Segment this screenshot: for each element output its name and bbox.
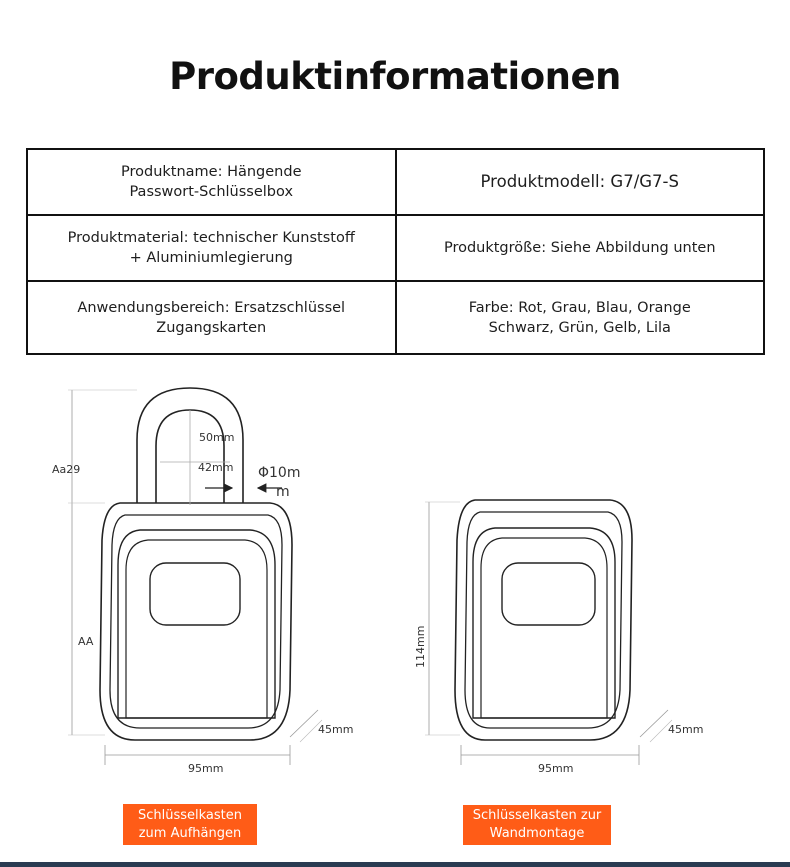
right-height-label: 114mm <box>414 625 427 668</box>
hanging-keybox-drawing <box>52 388 353 775</box>
shackle-side-label: Aa29 <box>52 463 81 476</box>
color-cell: Farbe: Rot, Grau, Blau, Orange Schwarz, Grün, Gelb, Lila <box>396 281 765 354</box>
product-model-cell: Produktmodell: G7/G7-S <box>396 149 765 215</box>
wall-keybox-drawing <box>414 500 703 775</box>
bottom-bar <box>0 862 790 867</box>
application-cell: Anwendungsbereich: Ersatzschlüssel Zugangskarten <box>27 281 396 354</box>
shackle-height-label: 50mm <box>199 431 235 444</box>
dimension-drawings <box>0 370 790 800</box>
wall-box-caption: Schlüsselkasten zur Wandmontage <box>463 805 611 845</box>
right-width-label: 95mm <box>538 762 574 775</box>
product-size-cell: Produktgröße: Siehe Abbildung unten <box>396 215 765 281</box>
page-title: Produktinformationen <box>169 55 621 98</box>
hanging-box-caption: Schlüsselkasten zum Aufhängen <box>123 804 257 845</box>
table-row <box>27 149 764 215</box>
product-name-cell: Produktname: Hängende Passwort-Schlüsselbox <box>27 149 396 215</box>
shackle-diameter-label-wrap: m <box>276 484 290 500</box>
left-width-label: 95mm <box>188 762 224 775</box>
table-row <box>27 215 764 281</box>
right-depth-label: 45mm <box>668 723 704 736</box>
body-side-label: AA <box>78 635 94 648</box>
shackle-diameter-label: Φ10m <box>258 465 301 481</box>
product-material-cell: Produktmaterial: technischer Kunststoff + Aluminiumlegierung <box>27 215 396 281</box>
table-row <box>27 281 764 354</box>
product-info-table <box>26 148 765 355</box>
shackle-width-label: 42mm <box>198 461 234 474</box>
left-depth-label: 45mm <box>318 723 354 736</box>
